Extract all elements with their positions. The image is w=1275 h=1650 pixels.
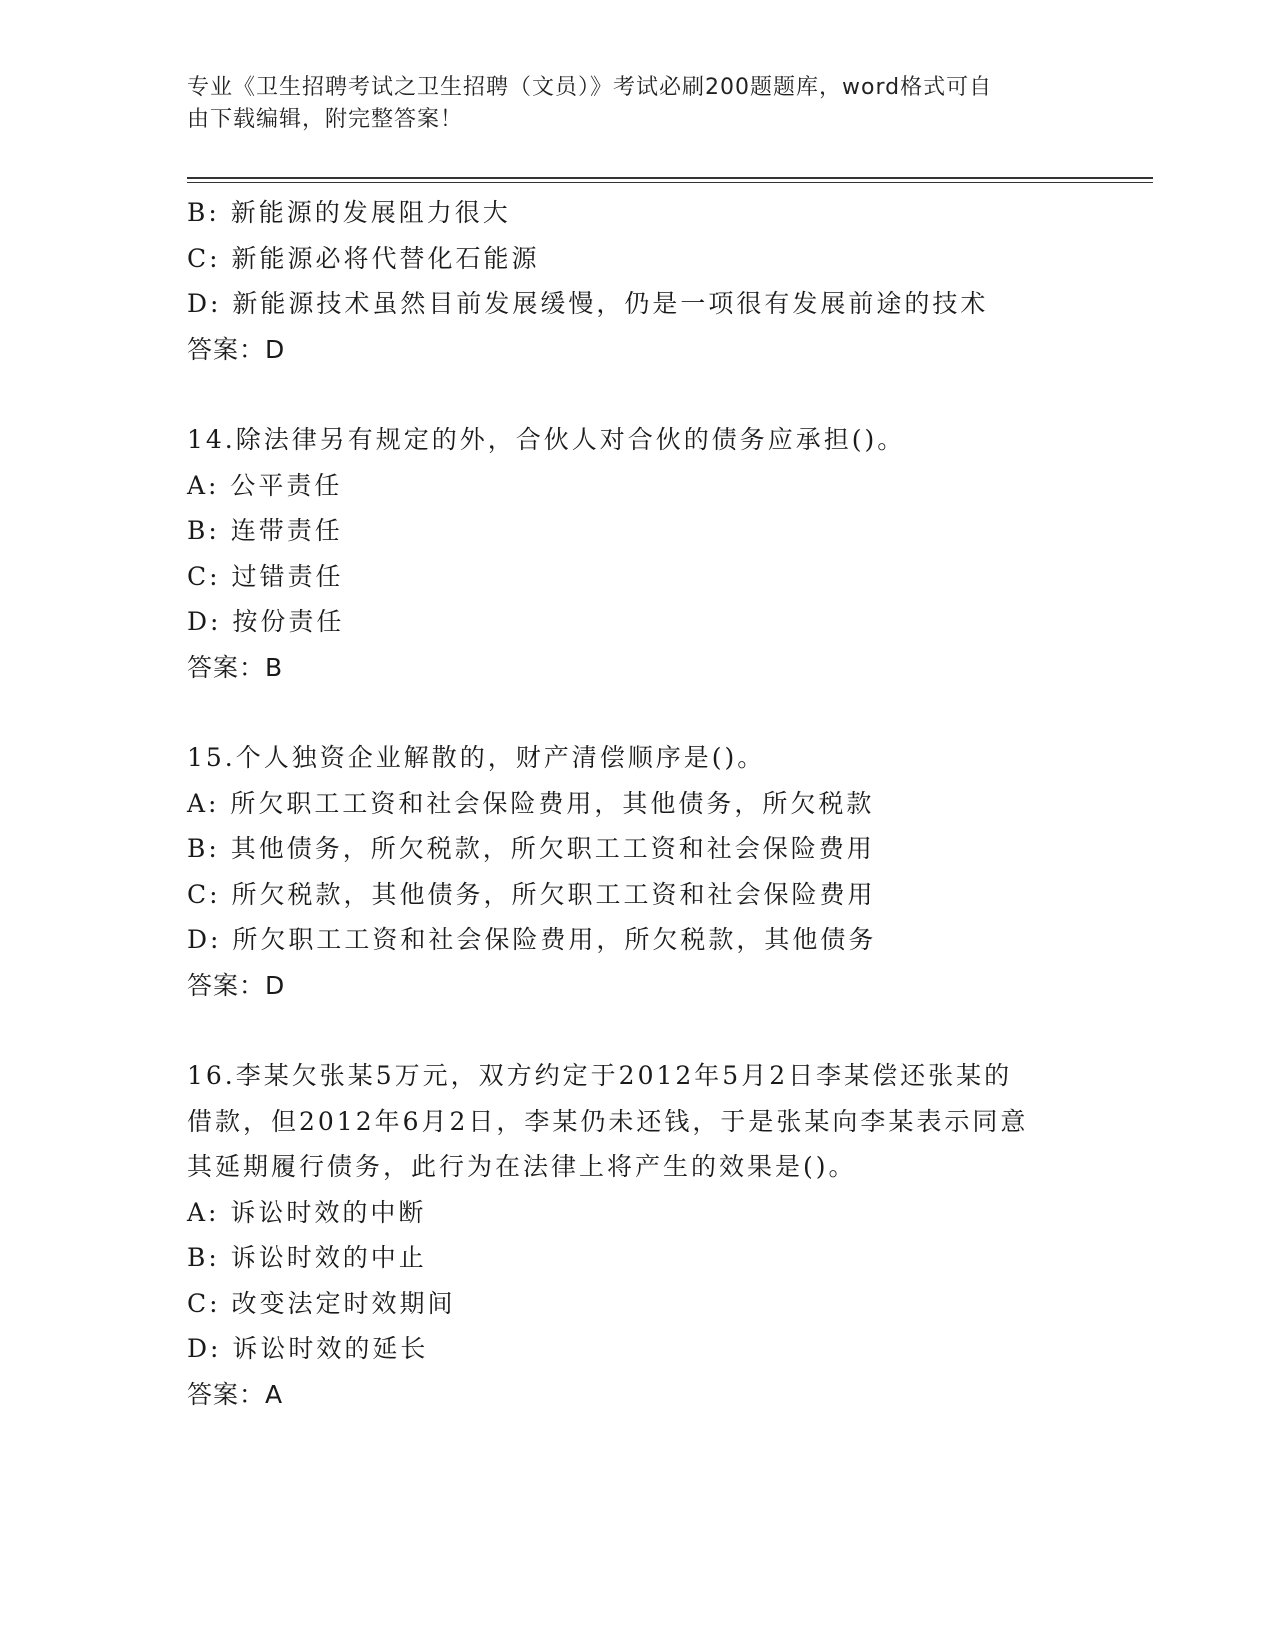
answer-line: 答案：B xyxy=(187,652,284,682)
question-stem: 15.个人独资企业解散的，财产清偿顺序是()。 xyxy=(187,743,766,772)
option-a: A: 公平责任 xyxy=(187,470,343,500)
answer-line: 答案：D xyxy=(187,970,286,1000)
option-c: C: 过错责任 xyxy=(187,561,344,591)
option-b: B: 诉讼时效的中止 xyxy=(187,1243,427,1272)
header-divider-thin xyxy=(187,182,1153,183)
header-divider-thick xyxy=(187,177,1153,179)
question-stem-line-1: 16.李某欠张某5万元，双方约定于2012年5月2日李某偿还张某的 xyxy=(187,1061,1013,1090)
option-d: D: 新能源技术虽然目前发展缓慢，仍是一项很有发展前途的技术 xyxy=(187,289,989,318)
question-stem: 14.除法律另有规定的外，合伙人对合伙的债务应承担()。 xyxy=(187,425,906,454)
question-stem-line-2: 借款，但2012年6月2日，李某仍未还钱，于是张某向李某表示同意 xyxy=(187,1106,1029,1136)
header-line-1: 专业《卫生招聘考试之卫生招聘（文员）》考试必刷200题题库，word格式可自 xyxy=(187,75,993,100)
question-15 xyxy=(187,735,1087,1008)
answer-line: 答案：A xyxy=(187,1379,284,1409)
option-a: A: 诉讼时效的中断 xyxy=(187,1197,427,1227)
question-list xyxy=(187,190,1087,1462)
header-line-2: 由下载编辑，附完整答案！ xyxy=(187,107,464,132)
option-d: D: 所欠职工工资和社会保险费用，所欠税款，其他债务 xyxy=(187,925,877,954)
document-header xyxy=(187,72,1067,136)
question-stem-line-3: 其延期履行债务，此行为在法律上将产生的效果是()。 xyxy=(187,1152,857,1181)
answer-line: 答案：D xyxy=(187,334,286,364)
option-c: C: 所欠税款，其他债务，所欠职工工资和社会保险费用 xyxy=(187,879,876,909)
option-c: C: 改变法定时效期间 xyxy=(187,1288,456,1318)
option-b: B: 连带责任 xyxy=(187,516,343,545)
option-d: D: 按份责任 xyxy=(187,607,345,636)
question-14 xyxy=(187,417,1087,690)
option-c: C: 新能源必将代替化石能源 xyxy=(187,243,540,273)
option-a: A: 所欠职工工资和社会保险费用，其他债务，所欠税款 xyxy=(187,788,875,818)
question-16 xyxy=(187,1053,1087,1417)
question-13-continued xyxy=(187,190,1087,372)
option-b: B: 新能源的发展阻力很大 xyxy=(187,198,511,227)
option-b: B: 其他债务，所欠税款，所欠职工工资和社会保险费用 xyxy=(187,834,875,863)
option-d: D: 诉讼时效的延长 xyxy=(187,1334,429,1363)
